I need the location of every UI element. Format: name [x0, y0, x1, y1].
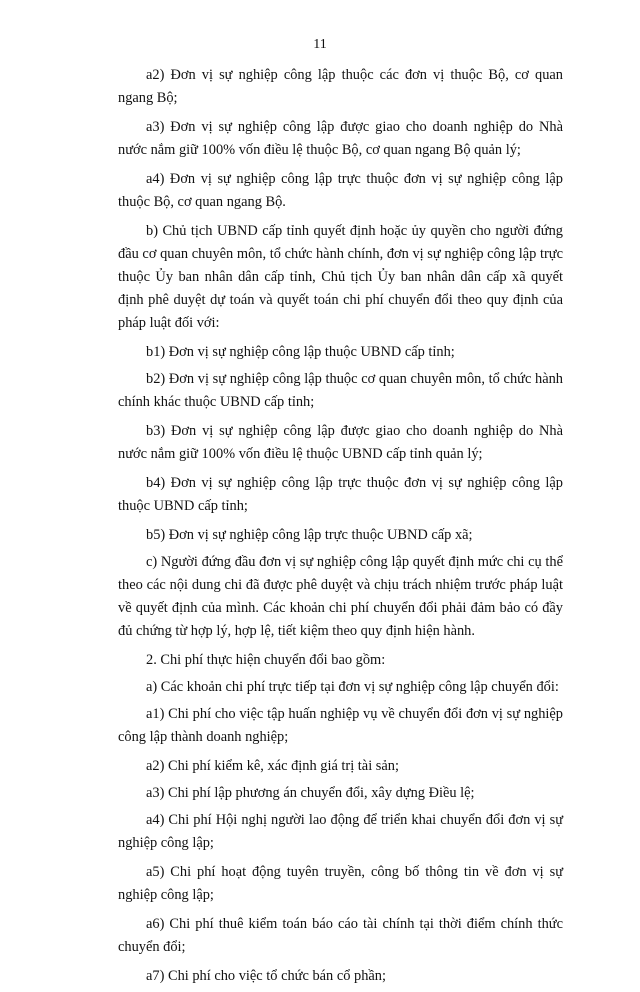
paragraph-2a1: a1) Chi phí cho việc tập huấn nghiệp vụ về chuyển đổi đơn vị sự nghiệp công lập thành doanh nghiệp; [118, 706, 563, 745]
paragraph-b2: b2) Đơn vị sự nghiệp công lập thuộc cơ quan chuyên môn, tổ chức hành chính khác thuộc UBND cấp tỉnh; [118, 371, 563, 410]
paragraph-b3: b3) Đơn vị sự nghiệp công lập được giao cho doanh nghiệp do Nhà nước nắm giữ 100% vốn điều lệ thuộc UBND cấp tỉnh quản lý; [118, 423, 563, 462]
paragraph-2a5: a5) Chi phí hoạt động tuyên truyền, công bố thông tin về đơn vị sự nghiệp công lập; [118, 864, 563, 903]
paragraph-2a2: a2) Chi phí kiểm kê, xác định giá trị tài sản; [146, 758, 399, 774]
paragraph-2a3: a3) Chi phí lập phương án chuyển đổi, xây dựng Điều lệ; [146, 785, 475, 801]
page-number: 11 [313, 37, 327, 52]
paragraph-b4: b4) Đơn vị sự nghiệp công lập trực thuộc đơn vị sự nghiệp công lập thuộc UBND cấp tỉnh; [118, 475, 563, 514]
paragraph-section-2: 2. Chi phí thực hiện chuyển đổi bao gồm: [146, 652, 386, 668]
document-body [118, 64, 563, 992]
paragraph-2a6: a6) Chi phí thuê kiểm toán báo cáo tài chính tại thời điểm chính thức chuyển đổi; [118, 916, 563, 955]
paragraph-2a7: a7) Chi phí cho việc tổ chức bán cổ phần; [146, 968, 386, 984]
paragraph-b-provincial: b) Chủ tịch UBND cấp tỉnh quyết định hoặc ủy quyền cho người đứng đầu cơ quan chuyên môn, tổ chức hành chính, đơn vị sự nghiệp công lập trực thuộc Ủy ban nhân dân cấp tỉnh, Chủ tịch Ủy ban nhân dân cấp xã quyết định phê duyệt dự toán và quyết toán chi phí chuyển đổi theo quy định của pháp luật đối với: [118, 223, 563, 331]
paragraph-b1: b1) Đơn vị sự nghiệp công lập thuộc UBND cấp tỉnh; [146, 344, 455, 360]
paragraph-2a4: a4) Chi phí Hội nghị người lao động để triển khai chuyển đổi đơn vị sự nghiệp công lập; [118, 812, 563, 851]
paragraph-a2-ministry: a2) Đơn vị sự nghiệp công lập thuộc các đơn vị thuộc Bộ, cơ quan ngang Bộ; [118, 67, 563, 106]
paragraph-a3-ministry: a3) Đơn vị sự nghiệp công lập được giao cho doanh nghiệp do Nhà nước nắm giữ 100% vốn điều lệ thuộc Bộ, cơ quan ngang Bộ quản lý; [118, 119, 563, 158]
paragraph-b5: b5) Đơn vị sự nghiệp công lập trực thuộc UBND cấp xã; [146, 527, 473, 543]
paragraph-c: c) Người đứng đầu đơn vị sự nghiệp công lập quyết định mức chi cụ thể theo các nội dung chi đã được phê duyệt và chịu trách nhiệm trước pháp luật về quyết định của mình. Các khoản chi phí chuyển đổi phải đảm bảo có đầy đủ chứng từ hợp lý, hợp lệ, tiết kiệm theo quy định hiện hành. [118, 554, 563, 639]
paragraph-2a: a) Các khoản chi phí trực tiếp tại đơn vị sự nghiệp công lập chuyển đổi: [146, 679, 559, 695]
paragraph-a4-ministry: a4) Đơn vị sự nghiệp công lập trực thuộc đơn vị sự nghiệp công lập thuộc Bộ, cơ quan ngang Bộ. [118, 171, 563, 210]
